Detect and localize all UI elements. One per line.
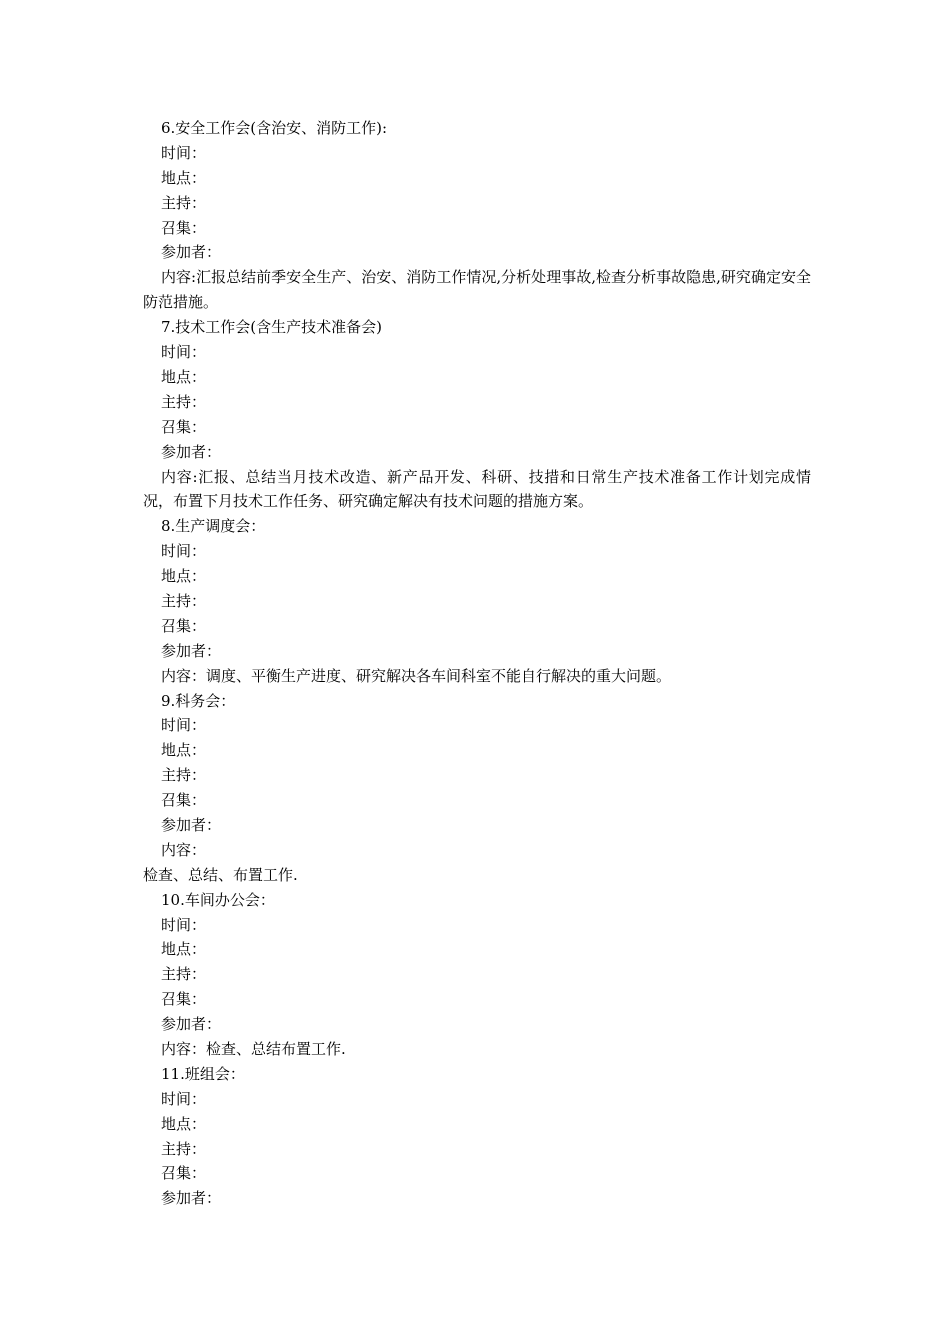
convene-label: 召集： (161, 218, 207, 237)
place-label: 地点： (161, 741, 207, 760)
host-label: 主持： (161, 965, 207, 984)
time-label: 时间： (161, 716, 207, 735)
section-heading: 9.科务会： (161, 691, 236, 710)
host-label: 主持： (161, 392, 207, 411)
place-label: 地点： (161, 1114, 207, 1133)
time-label: 时间： (161, 343, 207, 362)
convene-label: 召集： (161, 990, 207, 1009)
content-paragraph: 内容:汇报、总结当月技术改造、新产品开发、科研、技措和日常生产技术准备工作计划完成情况，布置下月技术工作任务、研究确定解决有技术问题的措施方案。 (143, 467, 811, 511)
time-label: 时间： (161, 143, 207, 162)
participants-label: 参加者： (161, 1015, 222, 1034)
time-label: 时间： (161, 915, 207, 934)
place-label: 地点： (161, 567, 207, 586)
section-heading: 6.安全工作会(含治安、消防工作): (161, 119, 388, 137)
place-label: 地点： (161, 168, 207, 187)
participants-label: 参加者： (161, 816, 222, 835)
content-paragraph: 内容：检查、总结布置工作. (161, 1040, 346, 1059)
convene-label: 召集： (161, 616, 207, 635)
participants-label: 参加者： (161, 641, 222, 660)
section-heading: 8.生产调度会： (161, 517, 266, 536)
convene-label: 召集： (161, 791, 207, 810)
content-paragraph: 内容:汇报总结前季安全生产、治安、消防工作情况,分析处理事故,检查分析事故隐患,研究确定安全防范措施。 (143, 268, 811, 312)
host-label: 主持： (161, 1139, 207, 1158)
section-heading: 11.班组会： (161, 1064, 245, 1083)
host-label: 主持： (161, 766, 207, 785)
participants-label: 参加者： (161, 243, 222, 262)
content-label: 内容： (161, 840, 207, 859)
convene-label: 召集： (161, 417, 207, 436)
host-label: 主持： (161, 591, 207, 610)
content-paragraph: 内容：调度、平衡生产进度、研究解决各车间科室不能自行解决的重大问题。 (161, 666, 672, 685)
convene-label: 召集： (161, 1164, 207, 1183)
section-heading: 10.车间办公会： (161, 890, 275, 909)
place-label: 地点： (161, 367, 207, 386)
content-paragraph: 检查、总结、布置工作. (143, 865, 298, 884)
participants-label: 参加者： (161, 442, 222, 461)
time-label: 时间： (161, 542, 207, 561)
participants-label: 参加者： (161, 1189, 222, 1208)
document-body (143, 116, 811, 1211)
host-label: 主持： (161, 193, 207, 212)
section-heading: 7.技术工作会(含生产技术准备会) (161, 318, 383, 337)
time-label: 时间： (161, 1089, 207, 1108)
place-label: 地点： (161, 940, 207, 959)
